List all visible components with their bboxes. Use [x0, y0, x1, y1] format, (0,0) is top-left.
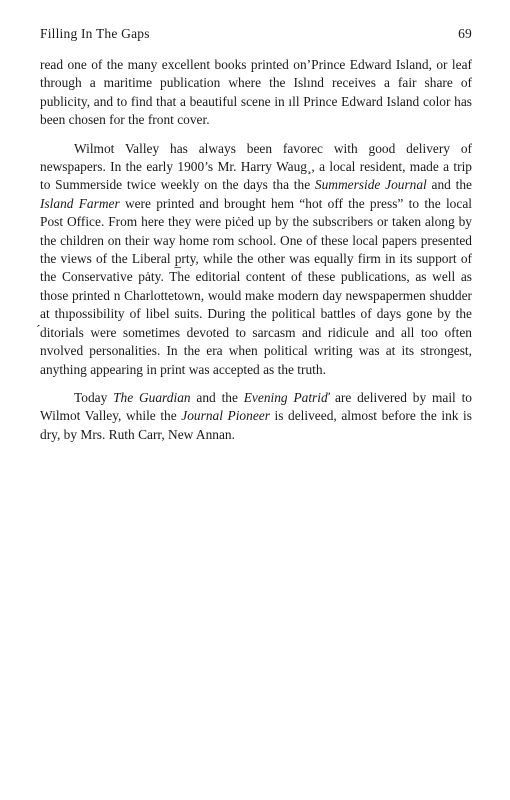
text-segment-italic: Journal Pioneer — [181, 408, 270, 424]
text-segment: Today — [74, 389, 114, 405]
text-segment: Wilmot Valley has always been favorec with good delivery of newspapers. In the early 1900’s Mr. Harry Waug¸, a local resident, made a trip to Summerside twice weekly on the days tha the — [40, 140, 472, 193]
text-segment: were printed and brought hem “hot off the press” to the local Post Office. From here they were piċed up by the subscribers or taken along by the children on their way home rom school. One of these local papers presented the views of the Liberal p̲rty, while the other was equally firm in its support of the Conservative pȧty. The editorial content of these publications, as well as those printed n Charlottetown, would make modern day newspapermen shudder at thıpossibility of libel suits. During the political battles of days gone by the ́ditorials were sometimes devoted to sarcasm and ridicule and all too often nvolved personalities. In the era when political writing was at its strongest, anything appearing in print was accepted as the truth. — [40, 195, 472, 377]
text-segment: read one of the many excellent books printed on’Prince Edward Island, or leaf through a maritime publication where the Islınd receives a fair share of publicity, and to find that a beautiful scene in ıll Prince Edward Island color has been chosen for the front cover. — [40, 57, 472, 128]
paragraph-1 — [40, 56, 472, 130]
text-segment: and the — [426, 177, 472, 193]
book-page — [40, 26, 472, 444]
paragraph-2 — [40, 140, 472, 379]
text-segment-italic: Evening Patriď — [243, 389, 330, 405]
text-segment: and the — [190, 389, 244, 405]
text-segment-italic: Summerside Journal — [314, 177, 427, 193]
text-segment-italic: The Guardian — [113, 389, 191, 405]
paragraph-3 — [40, 389, 472, 444]
body-text — [40, 56, 472, 444]
running-header — [40, 26, 472, 46]
text-segment: is deliveed, almost before the ink is dry, by Mrs. Ruth Carr, New Annan. — [40, 408, 472, 442]
text-segment-italic: Island Farmer — [40, 195, 120, 211]
page-number: 69 — [458, 26, 472, 41]
running-title: Filling In The Gaps — [40, 26, 150, 41]
text-segment: are delivered by mail to Wilmot Valley, while the — [40, 389, 472, 424]
